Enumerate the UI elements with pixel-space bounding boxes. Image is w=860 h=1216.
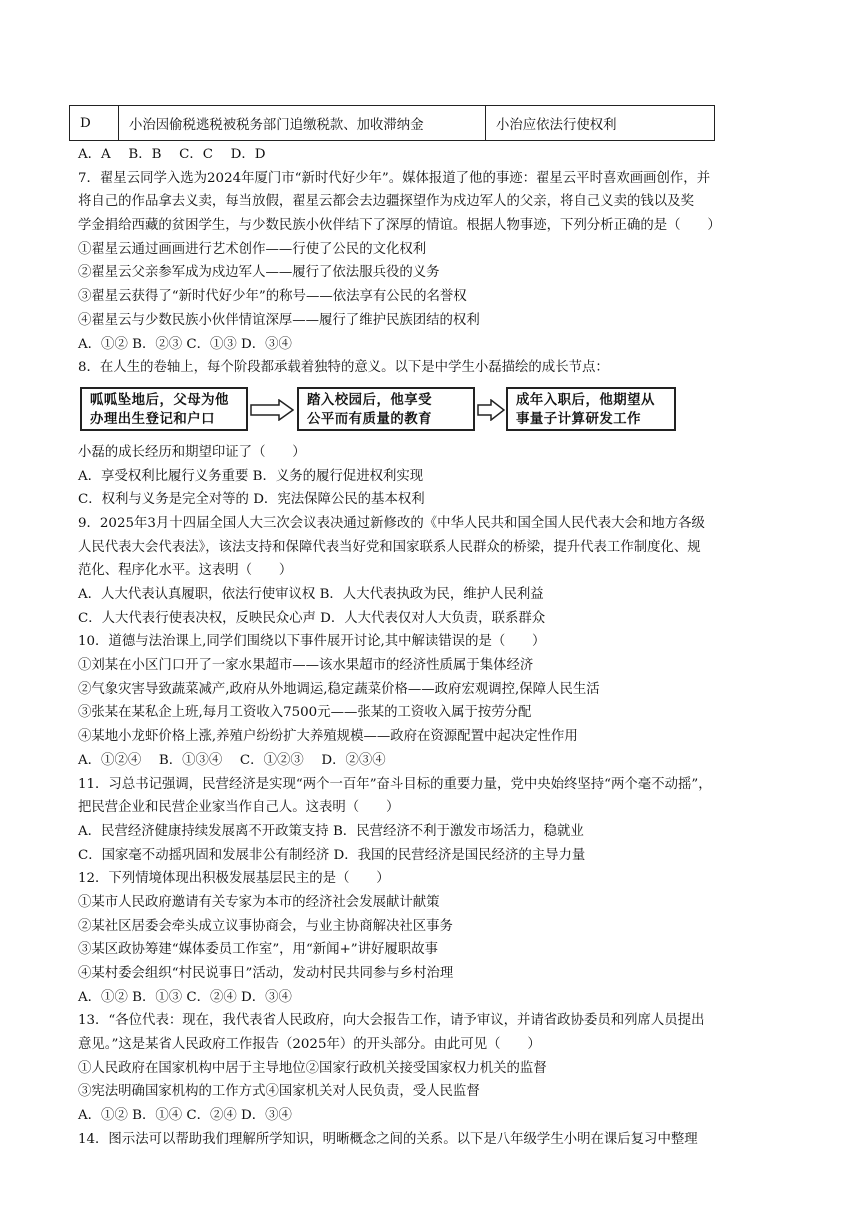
text-line: 10．道德与法治课上,同学们围绕以下事件展开讨论,其中解读错误的是（ ） [78, 634, 546, 650]
table-cell-option: D [70, 106, 119, 141]
text-line: 11．习总书记强调，民营经济是实现“两个一百年”奋斗目标的重要力量，党中央始终坚持“两个毫不动摇”， [78, 776, 712, 792]
text-line: ④某村委会组织“村民说事日”活动，发动村民共同参与乡村治理 [78, 966, 454, 981]
answer-table [69, 105, 715, 141]
text-line: ①某市人民政府邀请有关专家为本市的经济社会发展献计献策 [78, 894, 440, 910]
text-line: ③某区政协筹建“媒体委员工作室”，用“新闻+”讲好履职故事 [78, 942, 438, 958]
text-line: C．国家毫不动摇巩固和发展非公有制经济 D．我国的民营经济是国民经济的主导力量 [78, 847, 586, 863]
text-line: ③翟星云获得了“新时代好少年”的称号——依法享有公民的名誉权 [78, 289, 467, 305]
text-line: C．权利与义务是完全对等的 D．宪法保障公民的基本权利 [78, 492, 425, 508]
text-line: 人民代表大会代表法》，该法支持和保障代表当好党和国家联系人民群众的桥梁，提升代表工作制度化、规 [78, 539, 701, 555]
question-content [78, 143, 798, 1152]
flow-box-line: 成年入职后，他期望从 [516, 392, 655, 408]
flow-box-line: 办理出生登记和户口 [90, 411, 216, 427]
flow-box-line: 呱呱坠地后，父母为他 [90, 392, 229, 408]
text-line: A．民营经济健康持续发展离不开政策支持 B．民营经济不利于激发市场活力，稳就业 [78, 823, 584, 839]
right-arrow-icon [250, 399, 294, 421]
flow-box-birth [80, 387, 248, 431]
text-line: 12．下列情境体现出积极发展基层民主的是（ ） [78, 871, 390, 887]
flow-box-line: 踏入校园后，他享受 [307, 392, 433, 408]
text-line: 小磊的成长经历和期望印证了（ ） [78, 444, 306, 460]
flow-box-line: 公平而有质量的教育 [307, 411, 433, 427]
table-row [70, 106, 715, 141]
text-line: ③张某在某私企上班,每月工资收入7500元——张某的工资收入属于按劳分配 [78, 705, 532, 721]
question-lines-b [78, 441, 798, 1152]
text-line: 13．“各位代表：现在，我代表省人民政府，向大会报告工作，请予审议，并请省政协委员和列席人员提出 [78, 1013, 705, 1029]
text-line: ②某社区居委会牵头成立议事协商会，与业主协商解决社区事务 [78, 918, 453, 934]
table-cell-situation: 小治因偷税逃税被税务部门追缴税款、加收滞纳金 [119, 106, 486, 141]
flow-box-school [297, 387, 475, 431]
text-line: A．人大代表认真履职，依法行使审议权 B．人大代表执政为民，维护人民利益 [78, 587, 544, 602]
table-cell-analysis: 小治应依法行使权利 [486, 106, 715, 141]
text-line: ④翟星云与少数民族小伙伴情谊深厚——履行了维护民族团结的权利 [78, 312, 480, 328]
text-line: ①刘某在小区门口开了一家水果超市——该水果超市的经济性质属于集体经济 [78, 658, 534, 674]
flow-box-line: 事量子计算研发工作 [516, 411, 642, 427]
text-line: 把民营企业和民营企业家当作自己人。这表明（ ） [78, 800, 400, 816]
text-line: 9．2025年3月十四届全国人大三次会议表决通过新修改的《中华人民共和国全国人民代表大会和地方各级 [78, 515, 705, 531]
text-line: 学金捐给西藏的贫困学生，与少数民族小伙伴结下了深厚的情谊。根据人物事迹，下列分析正确的是（ ） [78, 218, 721, 234]
text-line: ①翟星云通过画画进行艺术创作——行使了公民的文化权利 [78, 241, 427, 257]
text-line: ②气象灾害导致蔬菜减产,政府从外地调运,稳定蔬菜价格——政府宏观调控,保障人民生活 [78, 681, 600, 697]
growth-flow-diagram [78, 380, 798, 441]
text-line: 8．在人生的卷轴上，每个阶段都承载着独特的意义。以下是中学生小磊描绘的成长节点： [78, 360, 609, 376]
text-line: A．①②④ B．①③④ C．①②③ D．②③④ [78, 752, 386, 768]
text-line: C．人大代表行使表决权，反映民众心声 D．人大代表仅对人大负责，联系群众 [78, 610, 546, 626]
text-line: ③宪法明确国家机构的工作方式④国家机关对人民负责，受人民监督 [78, 1084, 480, 1100]
text-line: A．①② B．②③ C．①③ D．③④ [78, 336, 292, 352]
text-line: A．A B．B C．C D．D [78, 147, 266, 162]
text-line: A．①② B．①③ C．②④ D．③④ [78, 989, 292, 1005]
text-line: 将自己的作品拿去义卖，每当放假，翟星云都会去边疆探望作为戍边军人的父亲，将自己义卖的钱以及奖 [78, 194, 694, 210]
text-line: 意见。”这是某省人民政府工作报告（2025年）的开头部分。由此可见（ ） [78, 1037, 541, 1053]
text-line: 7．翟星云同学入选为2024年厦门市“新时代好少年”。媒体报道了他的事迹：翟星云平时喜欢画画创作，并 [78, 170, 711, 186]
right-arrow-icon [477, 399, 505, 421]
text-line: ②翟星云父亲参军成为戍边军人——履行了依法服兵役的义务 [78, 265, 440, 281]
text-line: 14．图示法可以帮助我们理解所学知识，明晰概念之间的关系。以下是八年级学生小明在课后复习中整理 [78, 1131, 698, 1147]
text-line: ①人民政府在国家机构中居于主导地位②国家行政机关接受国家权力机关的监督 [78, 1060, 547, 1076]
text-line: 范化、程序化水平。这表明（ ） [78, 563, 293, 579]
text-line: A．享受权利比履行义务重要 B．义务的履行促进权利实现 [78, 468, 424, 484]
flow-box-career [506, 387, 676, 431]
text-line: A．①② B．①④ C．②④ D．③④ [78, 1108, 292, 1124]
text-line: ④某地小龙虾价格上涨,养殖户纷纷扩大养殖规模——政府在资源配置中起决定性作用 [78, 729, 578, 745]
